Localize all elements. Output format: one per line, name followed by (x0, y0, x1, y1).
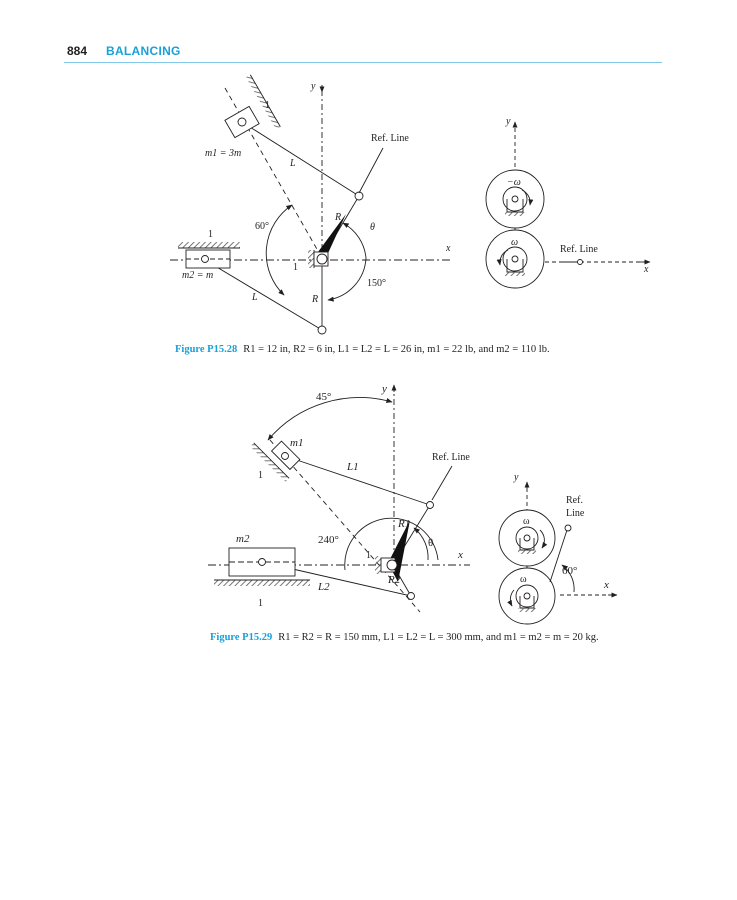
fig1-inset-label-y: y (506, 116, 511, 127)
fig2-label-r2: R2 (388, 574, 401, 586)
rod-l-upper (242, 122, 359, 196)
fig2-label-m2: m2 (236, 533, 250, 545)
lower-crank-pin (318, 326, 326, 334)
inset1-ground-top (505, 212, 525, 216)
inset2-ground-bottom (518, 608, 536, 612)
fig2-label-l1: L1 (347, 461, 359, 473)
slider2-pin (202, 256, 209, 263)
upper-crank-pin (355, 192, 363, 200)
fig1-label-l-upper: L (290, 158, 296, 169)
inset2-ground-top (518, 550, 536, 554)
crank-pivot (317, 254, 327, 264)
arc-60 (266, 205, 292, 295)
inset1-pin-bottom (512, 256, 518, 262)
fig1-label-one-left: 1 (208, 229, 213, 240)
ref-line-leader (359, 148, 383, 193)
fig2-label-theta: θ (428, 537, 434, 549)
fig1-inset-omega-bottom: ω (511, 237, 519, 248)
fig2-label-m1: m1 (290, 437, 304, 449)
fig1-label-angle-150: 150° (367, 278, 386, 289)
figure-p15-29 (208, 385, 617, 624)
figure1-caption-text: R1 = 12 in, R2 = 6 in, L1 = L2 = L = 26 in, m1 = 22 lb, and m2 = 110 lb. (243, 344, 550, 355)
figure-p15-28 (170, 75, 650, 334)
fig2-label-angle-45: 45° (316, 391, 332, 403)
figure1-caption (175, 344, 550, 355)
fig1-inset-label-x: x (644, 264, 649, 275)
crank-ground (308, 250, 314, 268)
inset1-pin-top (512, 196, 518, 202)
fig2-inset-omega-top: ω (523, 516, 530, 527)
fig2-slider2-ground (214, 580, 310, 586)
fig1-label-m1: m1 = 3m (205, 148, 242, 159)
fig1-inset-ref-line: Ref. Line (560, 244, 598, 255)
chapter-title: BALANCING (106, 44, 181, 58)
fig2-slider2-pin (259, 559, 266, 566)
figure1-caption-label: Figure P15.28 (175, 344, 238, 355)
fig2-label-one-center: 1 (366, 550, 371, 561)
figure2-caption-text: R1 = R2 = R = 150 mm, L1 = L2 = L = 300 mm, and m1 = m2 = m = 20 kg. (278, 632, 599, 643)
fig2-inset-line: Line (566, 508, 585, 519)
slider2-ground (178, 242, 240, 248)
figure2-caption-label: Figure P15.29 (210, 632, 273, 643)
fig2-label-one-bottom: 1 (258, 598, 263, 609)
fig2-label-angle-240: 240° (318, 534, 339, 546)
arc-150 (328, 258, 366, 300)
fig1-label-x: x (446, 243, 451, 254)
fig1-label-r-lower: R (312, 294, 319, 305)
fig2-inset-label-y: y (514, 472, 519, 483)
fig2-label-ref-line: Ref. Line (432, 452, 470, 463)
inset2-ref-pin (565, 525, 571, 531)
fig1-label-y: y (311, 81, 316, 92)
fig1-label-r-upper: R (335, 212, 342, 223)
page-number: 884 (67, 44, 88, 58)
fig1-label-theta: θ (370, 222, 375, 233)
fig2-ref-line-leader (432, 466, 452, 500)
fig2-label-one-left: 1 (258, 470, 263, 481)
fig2-label-x: x (458, 549, 463, 561)
fig1-label-one-top: 1 (265, 100, 270, 111)
fig2-inset-angle-60: 60° (562, 565, 578, 577)
fig1-label-one-center: 1 (293, 262, 298, 273)
fig2-inset-ref: Ref. (566, 495, 583, 506)
fig1-inset-omega-top: −ω (507, 177, 521, 188)
inset1-ref-pin (578, 260, 583, 265)
arc-theta (343, 223, 366, 258)
fig2-inset-omega-bottom: ω (520, 574, 527, 585)
fig2-slider1-pin (282, 453, 289, 460)
slider1-pin (238, 118, 246, 126)
fig2-upper-crank-pin (427, 502, 434, 509)
inset1-ground-bottom (505, 272, 525, 276)
fig2-crank-ground (375, 556, 381, 574)
fig2-lower-crank-pin (408, 593, 415, 600)
fig1-label-l-lower: L (252, 292, 258, 303)
fig1-label-m2: m2 = m (182, 270, 214, 281)
fig2-label-l2: L2 (318, 581, 330, 593)
inset2-pin-bottom (524, 593, 530, 599)
figure2-caption (210, 632, 599, 643)
inset2-pin-top (524, 535, 530, 541)
fig2-label-r1: R1 (398, 518, 411, 530)
fig2-crank-pivot (387, 560, 397, 570)
fig2-label-y: y (382, 383, 387, 395)
fig1-label-angle-60: 60° (255, 221, 269, 232)
fig2-inset-label-x: x (604, 579, 609, 591)
fig1-label-ref-line: Ref. Line (371, 133, 409, 144)
rod-l-lower (205, 260, 322, 330)
fig2-arc-45 (268, 398, 392, 440)
